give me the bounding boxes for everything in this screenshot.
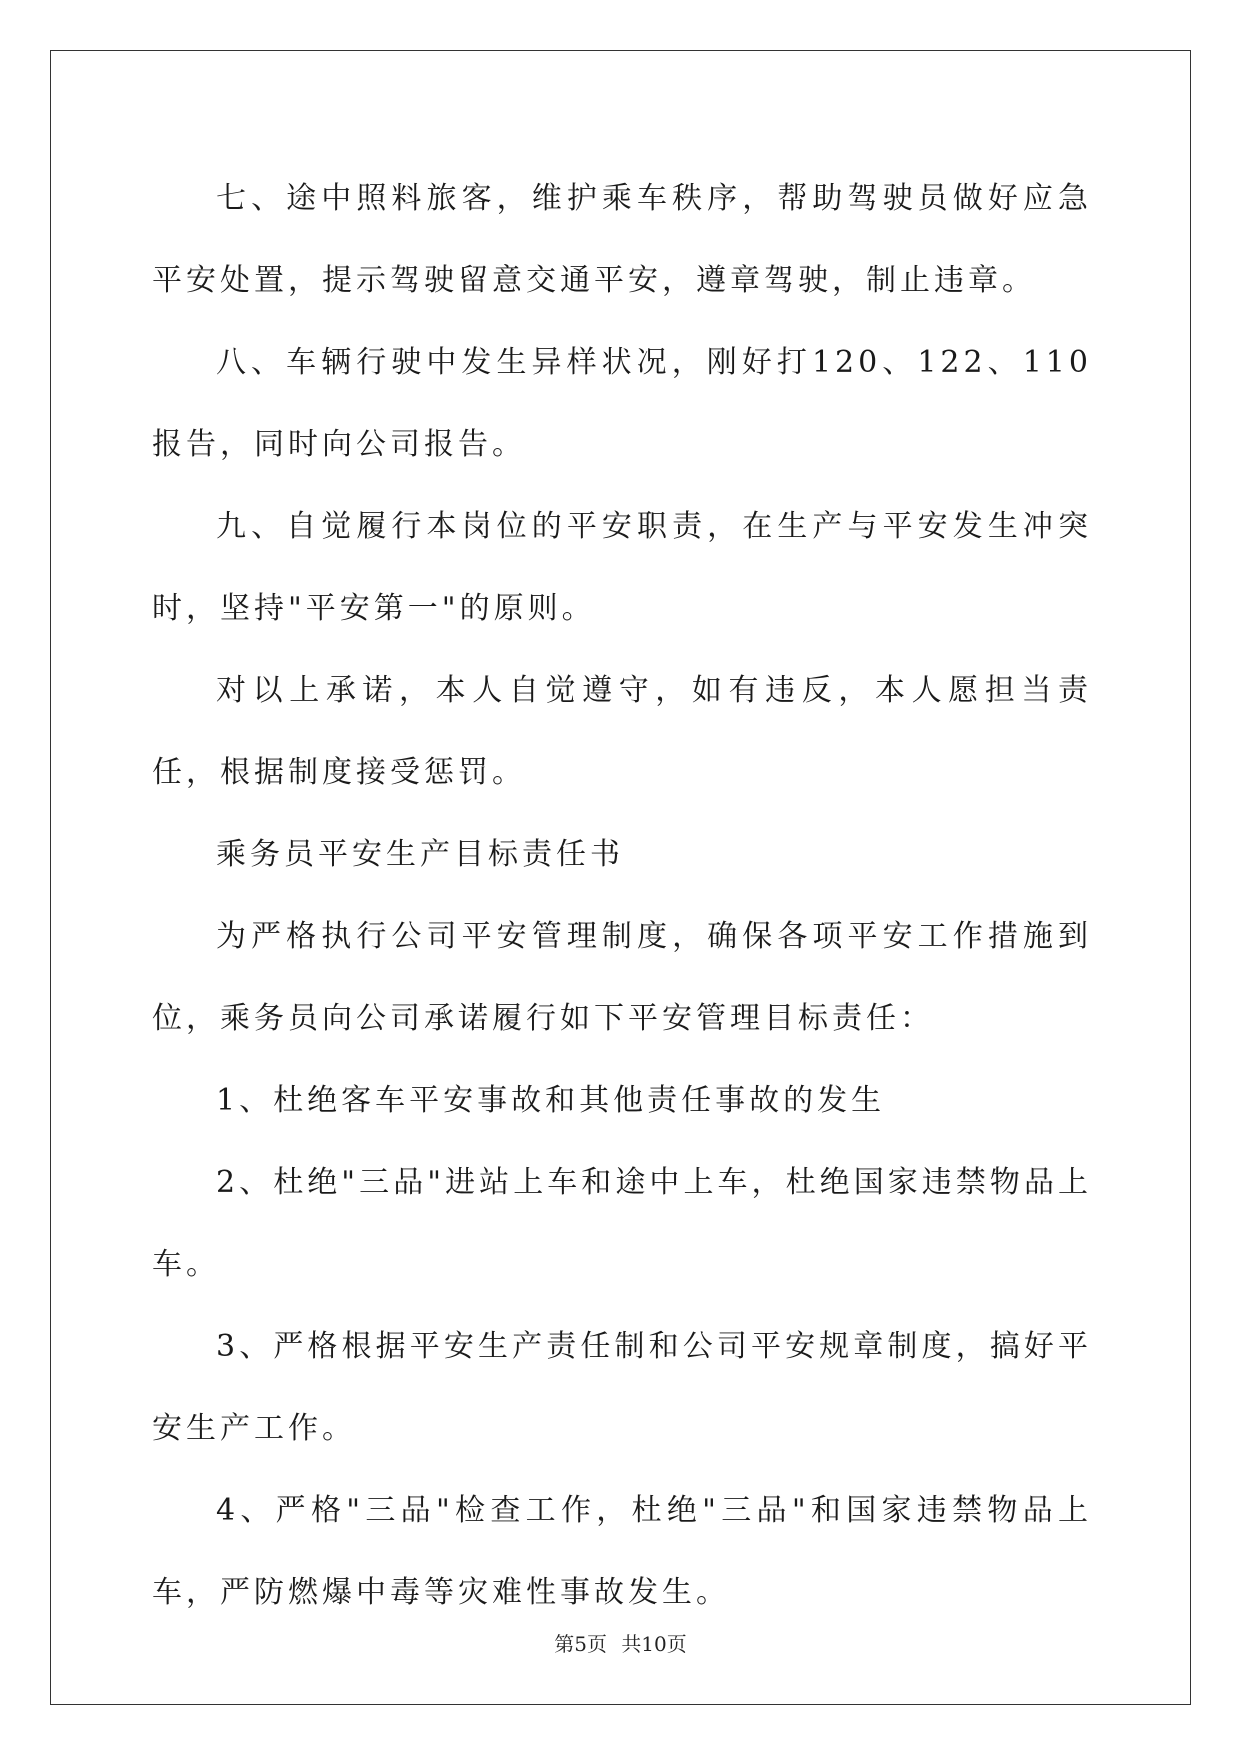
page-total: 共10页 (621, 1632, 687, 1656)
paragraph-intro: 为严格执行公司平安管理制度，确保各项平安工作措施到位，乘务员向公司承诺履行如下平安管理目标责任： (152, 919, 1092, 1036)
list-item-3: 3、严格根据平安生产责任制和公司平安规章制度，搞好平安生产工作。 (152, 1329, 1092, 1446)
section-title: 乘务员平安生产目标责任书 (216, 837, 624, 872)
paragraph-item-8: 八、车辆行驶中发生异样状况，刚好打120、122、110报告，同时向公司报告。 (152, 345, 1092, 462)
paragraph-item-9: 九、自觉履行本岗位的平安职责，在生产与平安发生冲突时，坚持"平安第一"的原则。 (152, 509, 1092, 626)
list-item-2: 2、杜绝"三品"进站上车和途中上车，杜绝国家违禁物品上车。 (152, 1165, 1092, 1282)
page-footer (0, 1628, 1241, 1657)
page-number: 第5页 (554, 1632, 607, 1656)
list-item-1: 1、杜绝客车平安事故和其他责任事故的发生 (216, 1083, 886, 1118)
list-item-4: 4、严格"三品"检查工作，杜绝"三品"和国家违禁物品上车，严防燃爆中毒等灾难性事故发生。 (152, 1493, 1092, 1610)
document-body (152, 158, 1092, 1634)
paragraph-item-7: 七、途中照料旅客，维护乘车秩序，帮助驾驶员做好应急平安处置，提示驾驶留意交通平安，遵章驾驶，制止违章。 (152, 181, 1092, 298)
paragraph-commitment: 对以上承诺，本人自觉遵守，如有违反，本人愿担当责任，根据制度接受惩罚。 (152, 673, 1092, 790)
